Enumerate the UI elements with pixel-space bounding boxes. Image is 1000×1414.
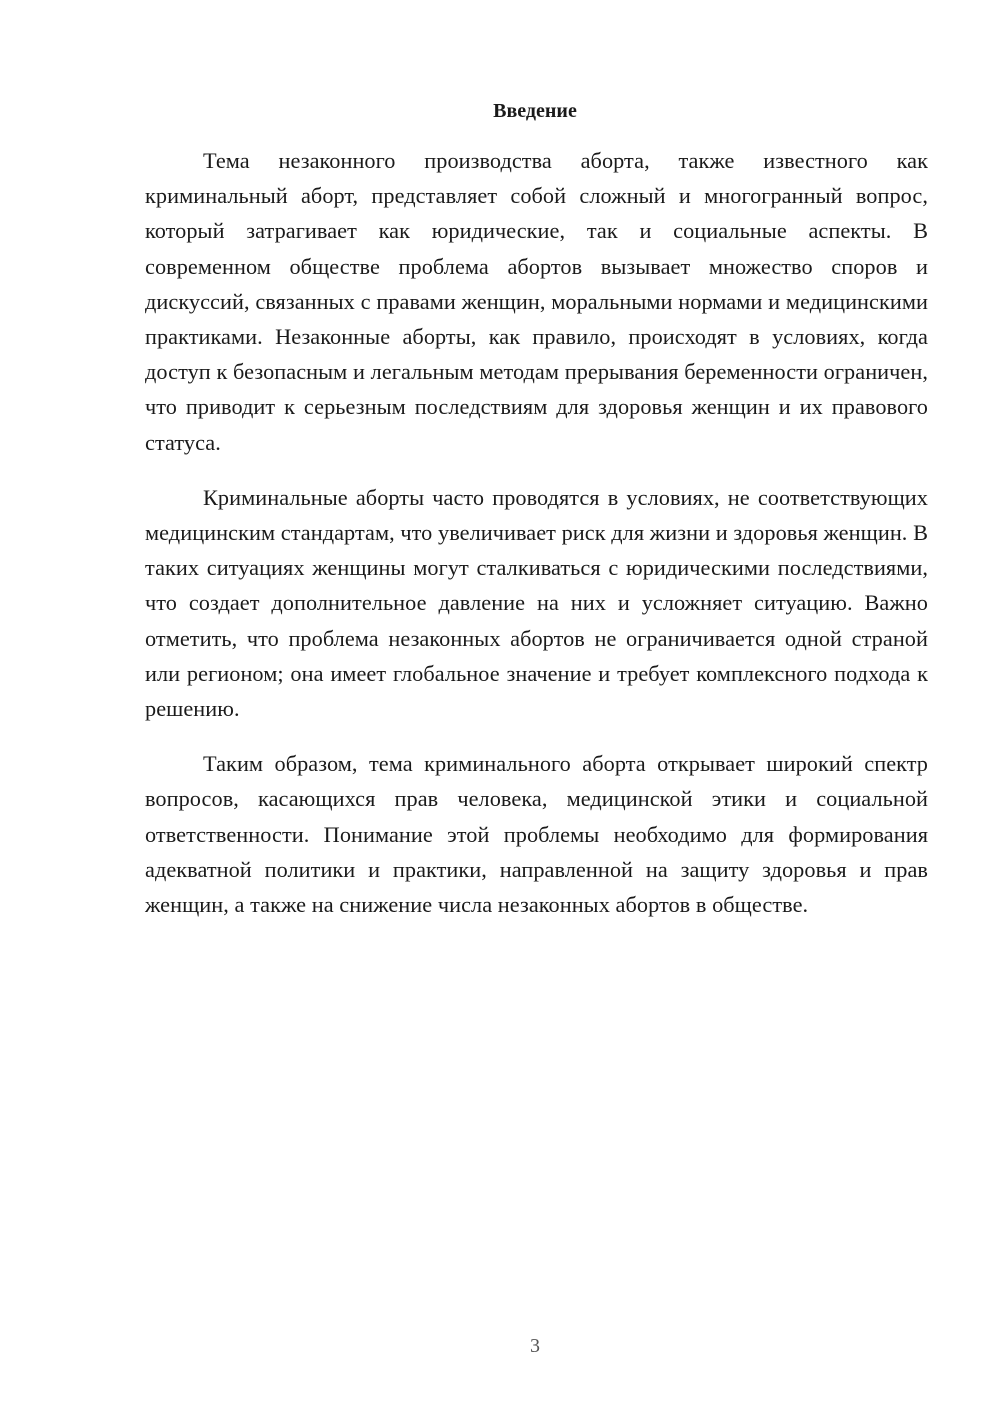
page-number: 3 — [530, 1335, 540, 1357]
paragraph-3: Таким образом, тема криминального аборта открывает широкий спектр вопросов, касающихся прав человека, медицинской этики и социальной ответственности. Понимание этой проблемы необходимо для формирования адекватной политики и практики, направленной на защиту здоровья и прав женщин, а также на снижение числа незаконных абортов в обществе. — [145, 751, 928, 918]
paragraph-1: Тема незаконного производства аборта, также известного как криминальный аборт, представляет собой сложный и многогранный вопрос, который затрагивает как юридические, так и социальные аспекты. В современном обществе проблема абортов вызывает множество споров и дискуссий, связанных с правами женщин, моральными нормами и медицинскими практиками. Незаконные аборты, как правило, происходят в условиях, когда доступ к безопасным и легальным методам прерывания беременности ограничен, что приводит к серьезным последствиям для здоровья женщин и их правового статуса. — [145, 148, 928, 455]
document-body — [145, 143, 928, 922]
page-title: Введение — [493, 100, 577, 122]
paragraph-2: Криминальные аборты часто проводятся в условиях, не соответствующих медицинским стандартам, что увеличивает риск для жизни и здоровья женщин. В таких ситуациях женщины могут сталкиваться с юридическими последствиями, что создает дополнительное давление на них и усложняет ситуацию. Важно отметить, что проблема незаконных абортов не ограничивается одной страной или регионом; она имеет глобальное значение и требует комплексного подхода к решению. — [145, 484, 928, 722]
